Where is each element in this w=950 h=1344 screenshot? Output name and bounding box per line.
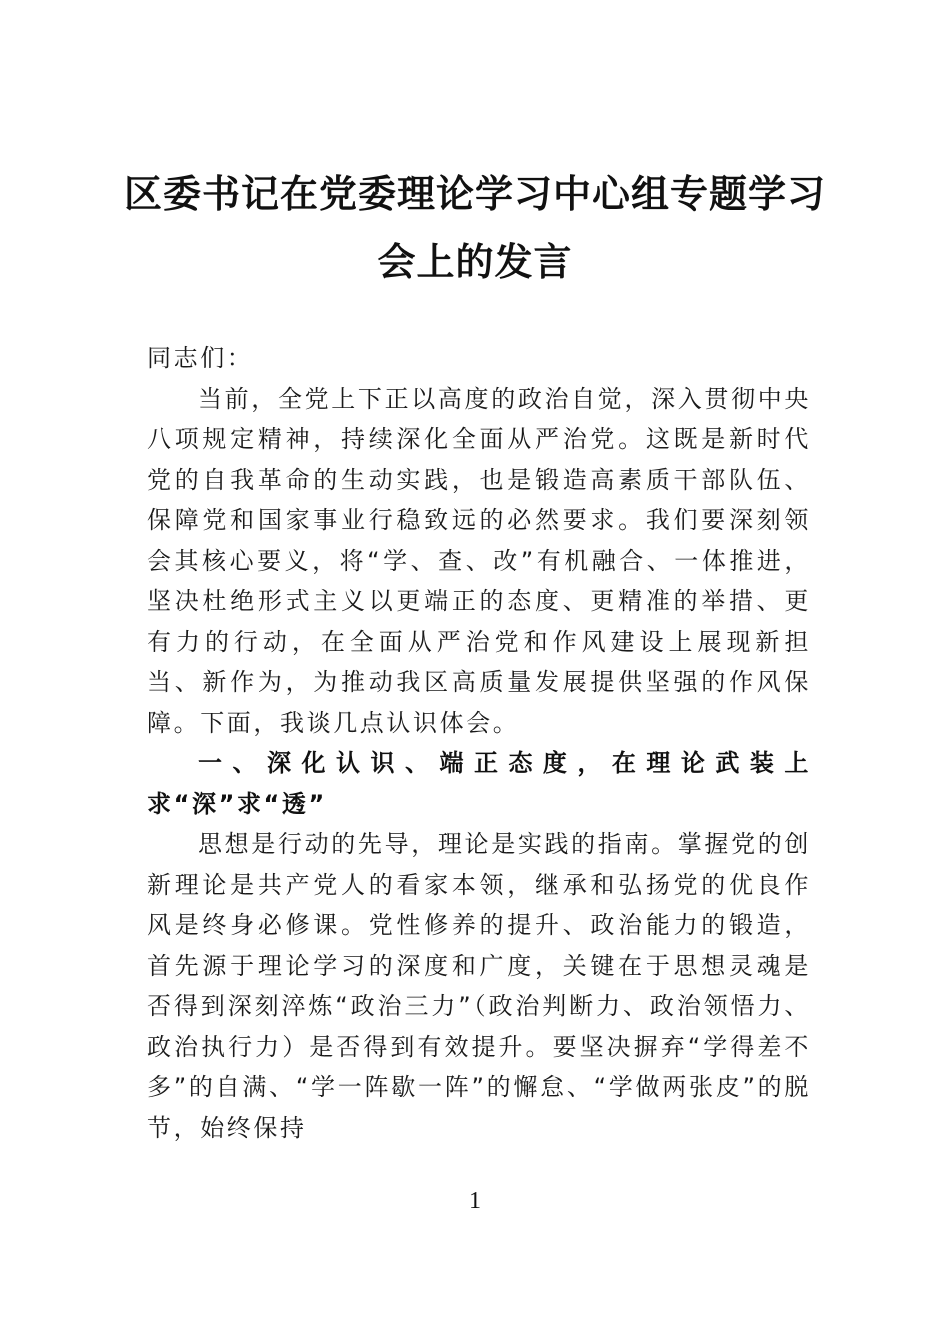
document-body [147, 338, 811, 1148]
title-line-1: 区委书记在党委理论学习中心组专题学习 [123, 171, 826, 216]
document-title [110, 160, 840, 296]
section-heading-1: 一、深化认识、端正态度，在理论武装上求“深”求“透” [147, 749, 811, 818]
paragraph-section-1: 思想是行动的先导，理论是实践的指南。掌握党的创新理论是共产党人的看家本领，继承和弘扬党的优良作风是终身必修课。党性修养的提升、政治能力的锻造，首先源于理论学习的深度和广度，关键在于思想灵魂是否得到深刻淬炼“政治三力”（政治判断力、政治领悟力、政治执行力）是否得到有效提升。要坚决摒弃“学得差不多”的自满、“学一阵歇一阵”的懈怠、“学做两张皮”的脱节，始终保持 [147, 830, 811, 1142]
title-line-2: 会上的发言 [377, 239, 573, 284]
paragraph-intro: 当前，全党上下正以高度的政治自觉，深入贯彻中央八项规定精神，持续深化全面从严治党。这既是新时代党的自我革命的生动实践，也是锻造高素质干部队伍、保障党和国家事业行稳致远的必然要求。我们要深刻领会其核心要义，将“学、查、改”有机融合、一体推进，坚决杜绝形式主义以更端正的态度、更精准的举措、更有力的行动，在全面从严治党和作风建设上展现新担当、新作为，为推动我区高质量发展提供坚强的作风保障。下面，我谈几点认识体会。 [147, 384, 811, 737]
salutation: 同志们： [147, 344, 254, 372]
page-number: 1 [469, 1188, 481, 1214]
